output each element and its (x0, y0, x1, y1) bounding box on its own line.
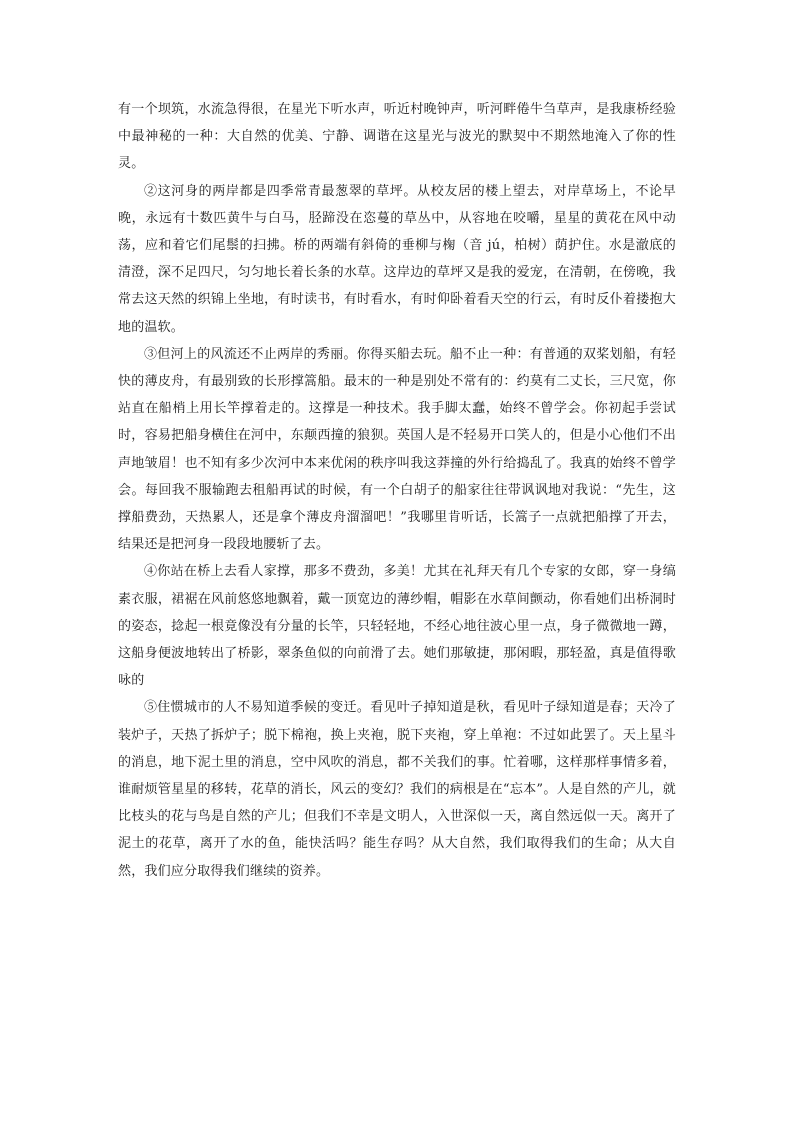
paragraph-5: ⑤住惯城市的人不易知道季候的变迁。看见叶子掉知道是秋，看见叶子绿知道是春；天冷了装炉子，天热了拆炉子；脱下棉袍，换上夹袍，脱下夹袍，穿上单袍：不过如此罢了。天上星斗的消息，地下泥土里的消息，空中风吹的消息，都不关我们的事。忙着哪，这样那样事情多着，谁耐烦管星星的移转，花草的消长，风云的变幻？我们的病根是在“忘本”。人是自然的产儿，就比枝头的花与鸟是自然的产儿；但我们不幸是文明人，入世深似一天，离自然远似一天。离开了泥土的花草，离开了水的鱼，能快活吗？能生存吗？从大自然，我们取得我们的生命；从大自然，我们应分取得我们继续的资养。 (118, 700, 676, 879)
document-page (118, 96, 676, 885)
paragraph-1-continued: 有一个坝筑，水流急得很，在星光下听水声，听近村晚钟声，听河畔倦牛刍草声，是我康桥经验中最神秘的一种：大自然的优美、宁静、调谐在这星光与波光的默契中不期然地淹入了你的性灵。 (118, 102, 676, 172)
paragraph-3: ③但河上的风流还不止两岸的秀丽。你得买船去玩。船不止一种：有普通的双桨划船，有轻快的薄皮舟，有最别致的长形撑篙船。最末的一种是别处不常有的：约莫有二丈长，三尺宽，你站直在船梢上用长竿撑着走的。这撑是一种技术。我手脚太蠢，始终不曾学会。你初起手尝试时，容易把船身横住在河中，东颠西撞的狼狈。英国人是不轻易开口笑人的，但是小心他们不出声地皱眉！也不知有多少次河中本来优闲的秩序叫我这莽撞的外行给捣乱了。我真的始终不曾学会。每回我不服输跑去租船再试的时候，有一个白胡子的船家往往带讽讽地对我说：“先生，这撑船费劲，天热累人，还是拿个薄皮舟溜溜吧！”我哪里肯听话，长篙子一点就把船撑了开去，结果还是把河身一段段地腰斩了去。 (118, 346, 676, 553)
paragraph-4: ④你站在桥上去看人家撑，那多不费劲，多美！尤其在礼拜天有几个专家的女郎，穿一身缟素衣服，裙裾在风前悠悠地飘着，戴一顶宽边的薄纱帽，帽影在水草间颤动，你看她们出桥洞时的姿态，捻起一根竟像没有分量的长竿，只轻轻地，不经心地往波心里一点，身子微微地一蹲，这船身便波地转出了桥影，翠条鱼似的向前滑了去。她们那敏捷，那闲暇，那轻盈，真是值得歌咏的 (118, 564, 676, 689)
paragraph-2: ②这河身的两岸都是四季常青最葱翠的草坪。从校友居的楼上望去，对岸草场上，不论早晚，永远有十数匹黄牛与白马，胫蹄没在恣蔓的草丛中，从容地在咬嚼，星星的黄花在风中动荡，应和着它们尾鬃的扫拂。桥的两端有斜倚的垂柳与椈（音 jú，柏树）荫护住。水是澈底的清澄，深不足四尺，匀匀地长着长条的水草。这岸边的草坪又是我的爱宠，在清朝，在傍晚，我常去这天然的织锦上坐地，有时读书，有时看水，有时仰卧着看天空的行云，有时反仆着搂抱大地的温软。 (118, 183, 676, 335)
